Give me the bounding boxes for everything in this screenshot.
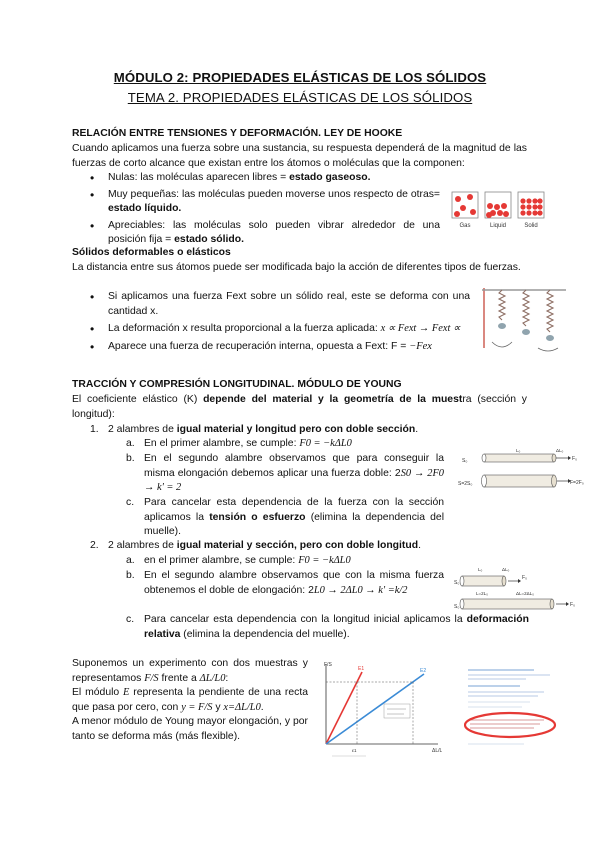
stress-strain-plot (314, 660, 442, 758)
item-1-text (108, 423, 448, 438)
proportionality-formula: x ∝ Fext → Fext ∝ (380, 323, 461, 335)
list-bold: estado gaseoso. (289, 172, 371, 183)
strain-symbol: ΔL/L0 (199, 672, 226, 684)
item-number: 1. (90, 424, 99, 435)
sub-letter: c. (126, 614, 135, 625)
states-of-matter-figure (449, 188, 549, 230)
list-item (72, 171, 440, 186)
young-modulus-paragraph (72, 686, 308, 715)
sub-letter: a. (126, 555, 135, 566)
liquid-container (485, 192, 511, 218)
item-text: 2 alambres de (108, 540, 177, 551)
svg-text:L₀: L₀ (516, 448, 521, 453)
para-text: . (260, 701, 264, 713)
stress-symbol: F/S (144, 672, 159, 684)
svg-text:F₀: F₀ (570, 602, 576, 608)
svg-text:ΔL₀: ΔL₀ (556, 448, 564, 453)
item-2-text (108, 539, 468, 554)
list-item (72, 219, 440, 248)
solid-container (518, 192, 544, 218)
svg-text:L₀: L₀ (478, 567, 483, 572)
sub-text: En el segundo alambre observamos que para conseguir la misma elongación debemos aplicar una fuerza doble: 2 (144, 453, 444, 479)
sub-text-end: (elimina la dependencia del muelle). (180, 628, 350, 640)
para-text: : (225, 672, 229, 684)
sub-text: En el segundo alambre observamos que con la misma fuerza obtenemos el doble de elongación: 2 (144, 570, 444, 596)
modulus-symbol: E (123, 687, 130, 698)
svg-text:ΔL=2ΔL₀: ΔL=2ΔL₀ (516, 591, 535, 596)
item-text: 2 alambres de (108, 424, 177, 435)
svg-text:S₀: S₀ (454, 580, 460, 586)
epsilon-label: ε1 (352, 748, 357, 753)
double-length-formula: L0 → 2ΔL0 → k' =k/2 (313, 584, 408, 596)
y-axis-label: F/S (324, 662, 332, 668)
item-period: . (418, 540, 421, 551)
sub-letter: b. (126, 453, 135, 464)
sub-text: en el primer alambre, se cumple: (144, 555, 299, 566)
double-section-figure (456, 446, 588, 494)
svg-text:ΔL₀: ΔL₀ (502, 567, 510, 572)
svg-text:S₀: S₀ (462, 458, 468, 464)
intro-bold: depende del material y la geometría de la muest (203, 394, 463, 405)
sub-letter: a. (126, 438, 135, 449)
para-text: El módulo (72, 687, 124, 698)
intro-text-end: ra (sección y longitud): (72, 394, 527, 420)
y-definition: y = F/S (181, 701, 213, 713)
double-length-figure (452, 562, 586, 614)
solid-label: Solid (524, 223, 538, 229)
para-text: Suponemos un experimento con dos muestras y representamos (72, 658, 308, 684)
list-bold: estado sólido. (174, 234, 244, 246)
item-2b-text (144, 569, 444, 598)
item-2a-text (144, 554, 444, 569)
svg-text:S=2S₀: S=2S₀ (458, 481, 473, 487)
x-axis-label: ΔL/L (432, 748, 442, 754)
svg-text:F₀: F₀ (572, 456, 578, 462)
gas-container (452, 192, 478, 218)
module-title: MÓDULO 2: PROPIEDADES ELÁSTICAS DE LOS SÓLIDOS (113, 70, 487, 85)
list-bold: estado líquido. (108, 203, 182, 215)
deformable-intro: La distancia entre sus átomos puede ser modificada bajo la acción de diferentes tipos de fuerzas. (72, 262, 521, 273)
list-text: Muy pequeñas: las moléculas pueden moverse unos respecto de otras= (108, 188, 440, 200)
deformable-solids-heading: Sólidos deformables o elásticos (72, 247, 231, 258)
section-heading-hooke: RELACIÓN ENTRE TENSIONES Y DEFORMACIÓN. LEY DE HOOKE (72, 128, 403, 139)
list-item (72, 340, 470, 355)
list-text: La deformación x resulta proporcional a la fuerza aplicada: (108, 323, 381, 335)
svg-text:L=2L₀: L=2L₀ (476, 591, 489, 596)
force-formula: F0 = −kΔL0 (299, 438, 352, 449)
relative-deformation-term: deformación relativa (144, 614, 529, 640)
list-item (72, 322, 470, 337)
item-1b-text (144, 452, 444, 496)
item-1a-text (144, 437, 444, 452)
sub-text-end: (elimina la dependencia del muelle). (144, 511, 445, 538)
force-formula: F0 = −kΔL0 (298, 555, 351, 566)
line-e1 (326, 672, 362, 744)
sub-text: Para cancelar esta dependencia de la fuerza con la sección aplicamos la (144, 497, 444, 523)
e1-label: E1 (358, 666, 365, 672)
intro-text: El coeficiente elástico (K) (72, 394, 204, 405)
notes-thumbnail (464, 662, 560, 754)
para-text: frente a (158, 672, 200, 684)
double-section-formula: S0 → 2F0 → k' = 2 (144, 467, 444, 494)
list-item (72, 290, 470, 319)
hooke-intro: Cuando aplicamos una fuerza sobre una sustancia, su respuesta dependerá de la magnitud de las fuerzas de corto alcance que existan entre los átomos o moléculas que la componen: (72, 143, 527, 169)
experiment-paragraph (72, 657, 308, 686)
svg-text:F=2F₀: F=2F₀ (570, 480, 584, 486)
sub-text: Para cancelar esta dependencia con la longitud inicial aplicamos la (144, 614, 467, 625)
flexibility-paragraph: A menor módulo de Young mayor elongación, y por tanto se deforma más (más flexible). (72, 716, 308, 742)
section-heading-young: TRACCIÓN Y COMPRESIÓN LONGITUDINAL. MÓDULO DE YOUNG (72, 379, 402, 390)
list-text: Nulas: las moléculas aparecen libres = (108, 172, 290, 183)
para-text: y (212, 701, 224, 713)
item-number: 2. (90, 540, 99, 551)
sub-letter: b. (126, 570, 135, 581)
topic-title: TEMA 2. PROPIEDADES ELÁSTICAS DE LOS SÓLIDOS (127, 90, 473, 105)
item-bold: igual material y sección, pero con doble longitud (176, 540, 419, 551)
svg-text:S₀: S₀ (454, 604, 460, 610)
young-intro (72, 393, 527, 422)
x-definition: x=ΔL/L0 (223, 701, 261, 713)
springs-figure (478, 284, 568, 354)
restoring-force-formula: −Fex (409, 340, 432, 352)
list-text: Aparece una fuerza de recuperación interna, opuesta a Fext: F = (108, 340, 410, 352)
stress-term: tensión o esfuerzo (209, 511, 306, 523)
para-text: representa la pendiente de una recta que pasa por cero, con (72, 687, 308, 713)
item-period: . (415, 424, 419, 435)
item-bold: igual material y longitud pero con doble sección (176, 424, 416, 435)
gas-label: Gas (459, 223, 471, 229)
list-item (72, 188, 440, 217)
item-1c-text (144, 496, 444, 540)
liquid-label: Liquid (489, 223, 507, 229)
e2-label: E2 (420, 668, 427, 674)
deformation-list (72, 290, 470, 354)
list-text: Si aplicamos una fuerza Fext sobre un sólido real, este se deforma con una cantidad x. (108, 291, 470, 317)
list-text: Apreciables: las moléculas solo pueden vibrar alrededor de una posición fija = (108, 219, 440, 246)
sub-text: En el primer alambre, se cumple: (144, 438, 300, 449)
sub-letter: c. (126, 497, 135, 508)
states-list (72, 171, 440, 248)
svg-text:F₀: F₀ (522, 575, 528, 581)
item-2c-text (144, 613, 529, 642)
